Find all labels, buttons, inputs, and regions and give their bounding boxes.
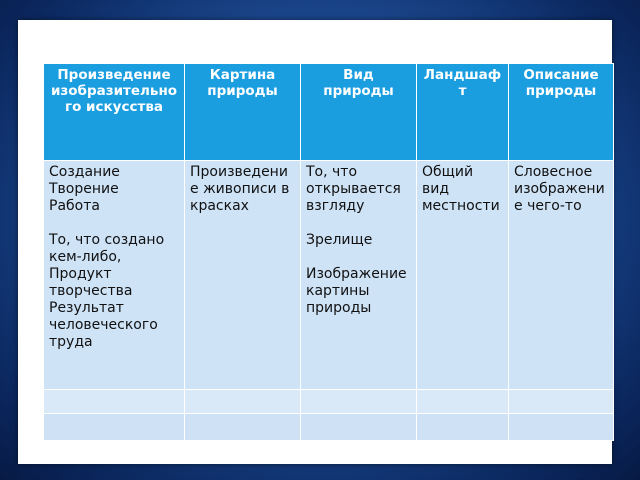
empty-cell bbox=[185, 390, 301, 414]
empty-cell bbox=[417, 390, 509, 414]
empty-cell bbox=[185, 414, 301, 441]
header-nature-description: Описание природы bbox=[509, 64, 614, 161]
cell-text: Продукт творчества bbox=[49, 266, 133, 299]
header-nature-view: Вид природы bbox=[301, 64, 417, 161]
spacer bbox=[49, 215, 179, 232]
cell-text: Создание bbox=[49, 164, 120, 180]
empty-cell bbox=[417, 414, 509, 441]
spacer bbox=[306, 215, 411, 232]
cell-text: То, что открывается взгляду bbox=[306, 164, 406, 214]
table-row bbox=[44, 390, 614, 414]
cell-text: Работа bbox=[49, 198, 100, 214]
header-artwork: Произведение изобразительного искусства bbox=[44, 64, 185, 161]
table-row bbox=[44, 161, 614, 390]
cell-text: Словесное изображение чего-то bbox=[514, 164, 605, 214]
cell-nature-view bbox=[301, 161, 417, 390]
cell-text: Изображение картины природы bbox=[306, 266, 412, 316]
header-row bbox=[44, 64, 614, 161]
table-row bbox=[44, 414, 614, 441]
empty-cell bbox=[301, 414, 417, 441]
cell-landscape bbox=[417, 161, 509, 390]
empty-cell bbox=[44, 390, 185, 414]
cell-nature-painting bbox=[185, 161, 301, 390]
empty-cell bbox=[301, 390, 417, 414]
header-landscape: Ландшафт bbox=[417, 64, 509, 161]
header-nature-painting: Картина природы bbox=[185, 64, 301, 161]
cell-text: Зрелище bbox=[306, 232, 373, 248]
spacer bbox=[306, 249, 411, 266]
cell-text: Общий вид местности bbox=[422, 164, 500, 214]
empty-cell bbox=[509, 414, 614, 441]
empty-cell bbox=[44, 414, 185, 441]
cell-nature-description bbox=[509, 161, 614, 390]
cell-text: То, что создано кем-либо, bbox=[49, 232, 169, 265]
vocabulary-table bbox=[43, 63, 614, 441]
cell-artwork-synonyms bbox=[44, 161, 185, 390]
cell-text: Творение bbox=[49, 181, 119, 197]
empty-cell bbox=[509, 390, 614, 414]
cell-text: Произведение живописи в красках bbox=[190, 164, 294, 214]
cell-text: Результат человеческого труда bbox=[49, 300, 163, 350]
